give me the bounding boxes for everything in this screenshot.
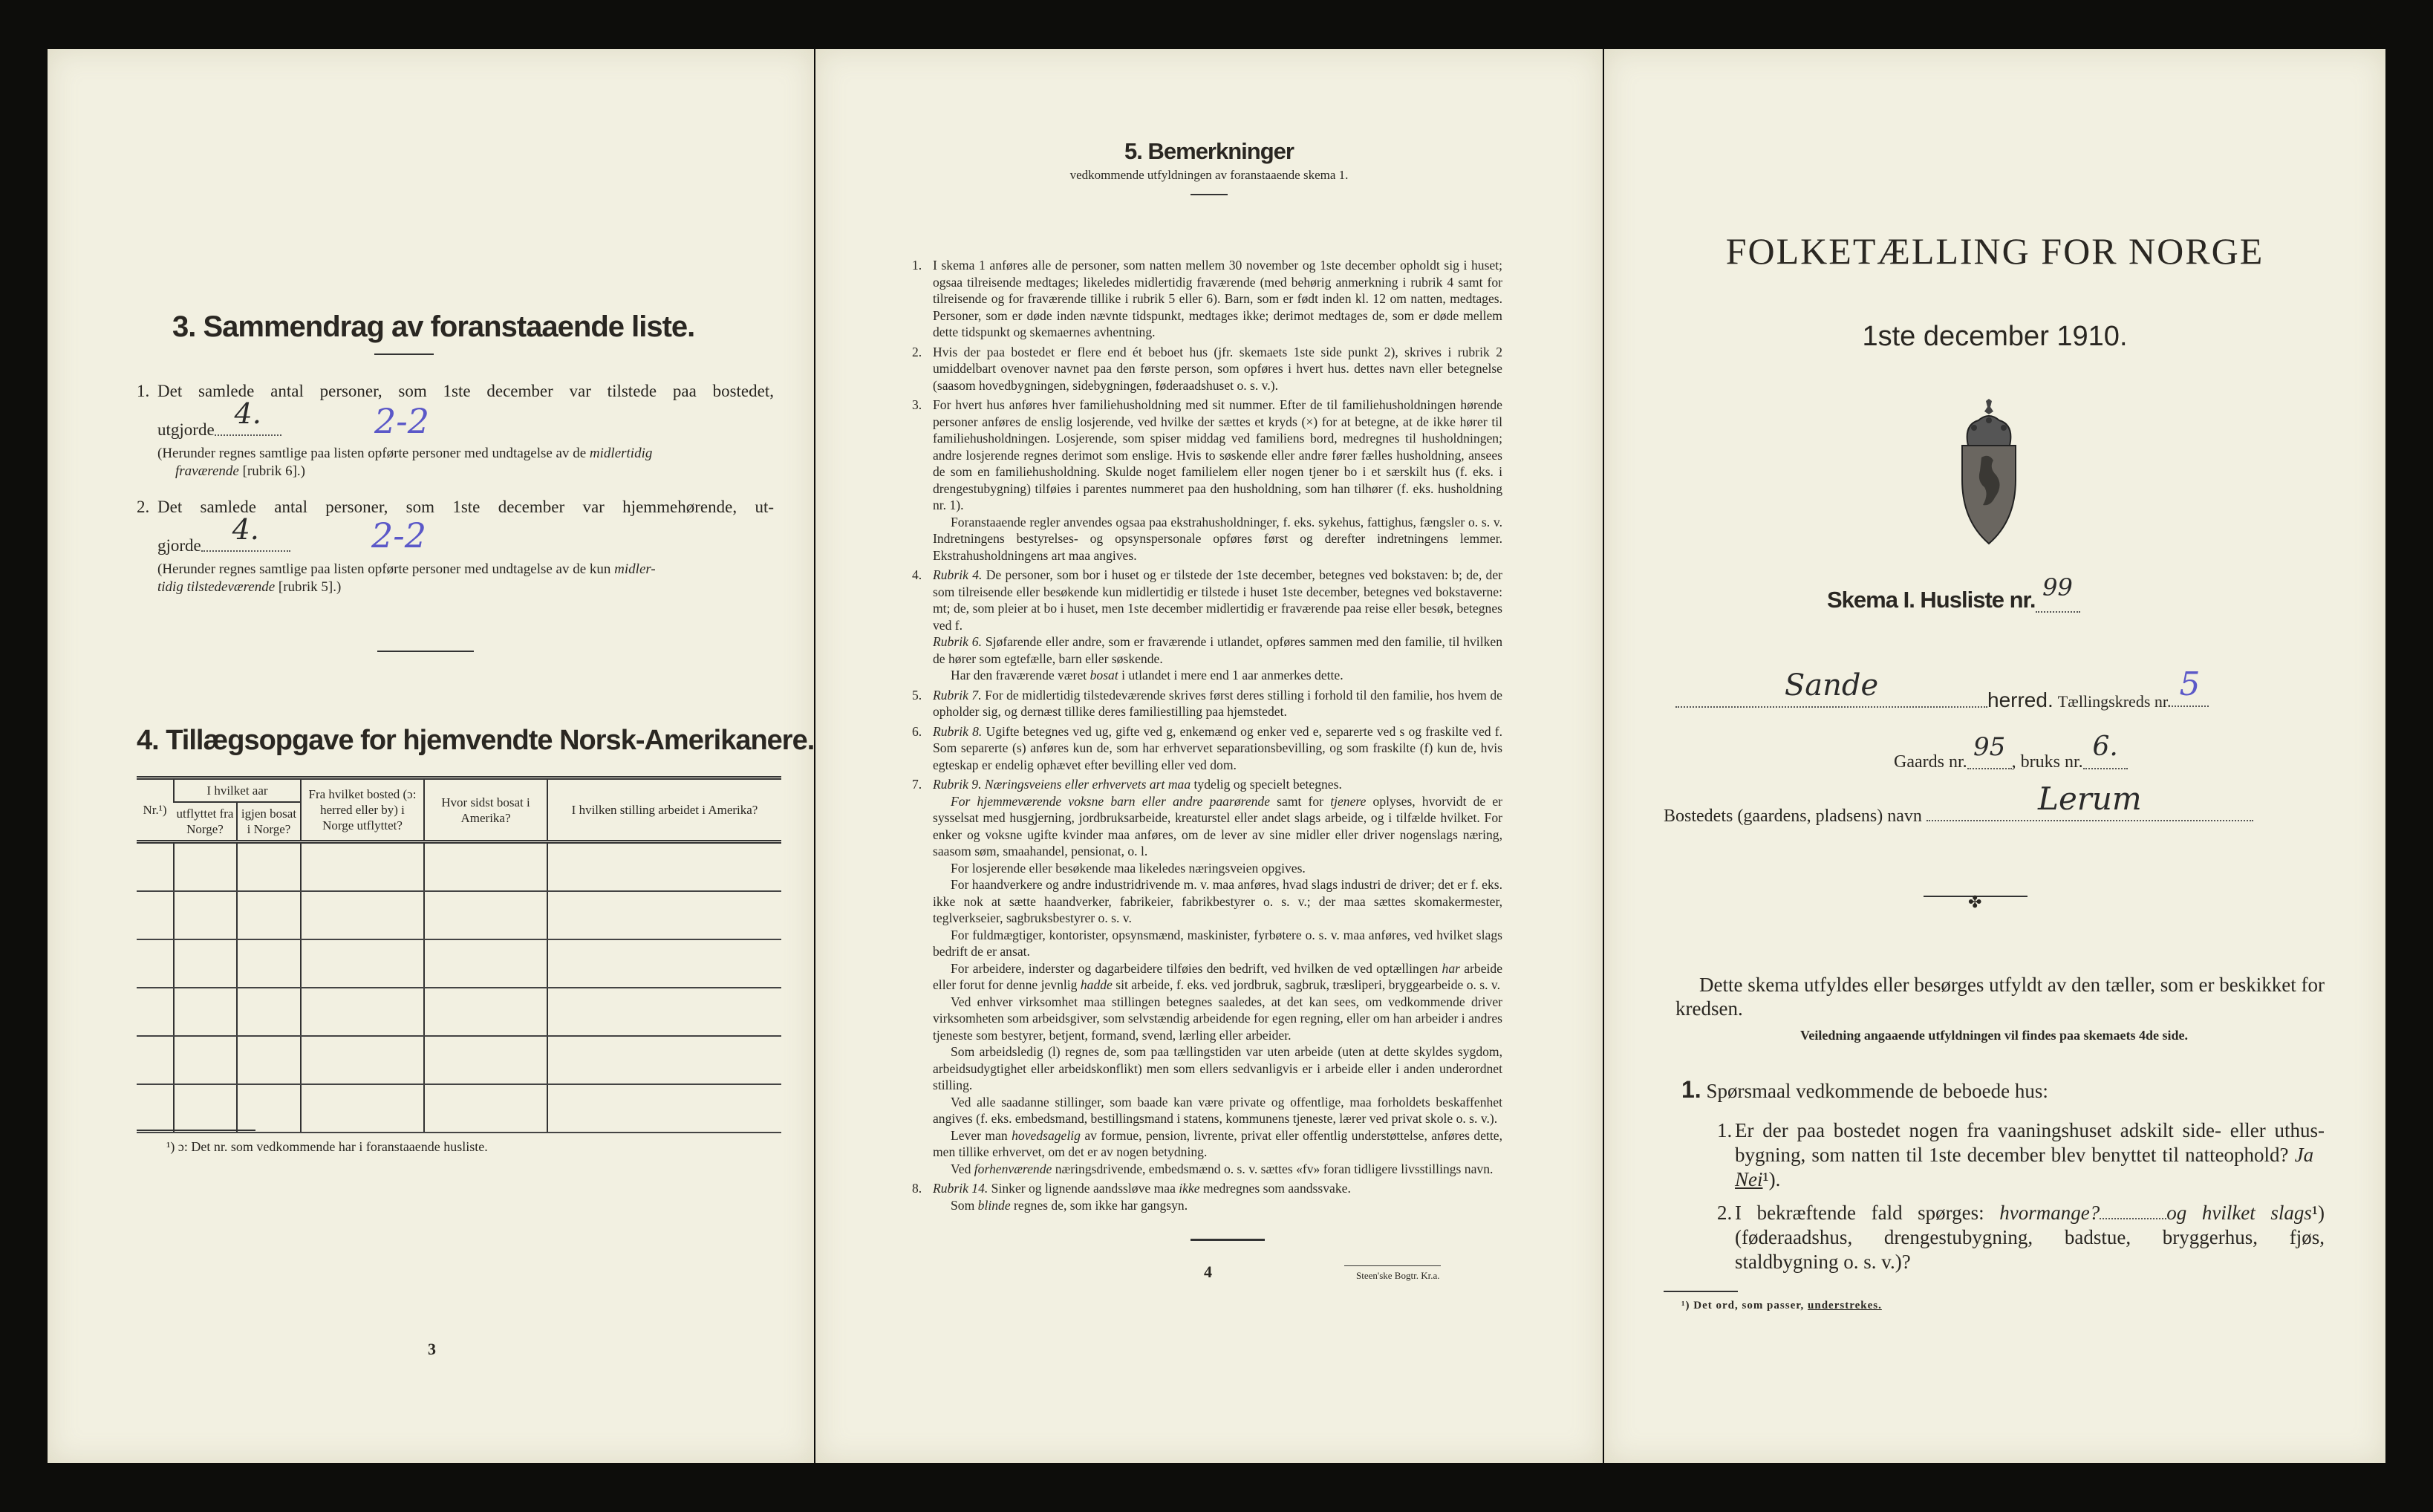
remark-text: For haandverkere og andre industridrivende m. v. maa anføres, hvad slags industri de driver; det er f. eks. ikke nok at sætte haandverker, fabrikeier, fabrikbestyrer o. s. v.; der maa sættes skomakermester, teglverkseier, sagbruksbestyrer o. s. v. (933, 877, 1502, 925)
norsk-amerikanere-table (137, 776, 781, 1133)
remark-text: Sjøfarende eller andre, som er fraværende i utlandet, opføres sammen med den familie, til hvilken de hører som egtefælle, barn eller søskende. (933, 634, 1502, 666)
page-number: 4 (1204, 1262, 1212, 1281)
intro-text: Dette skema utfyldes eller besørges utfyldt av den tæller, som er beskikket for kredsen. (1675, 974, 2325, 1020)
remark-italic-text: bosat (1090, 668, 1118, 682)
bosted-line (1664, 781, 2253, 827)
remark-paragraph (933, 1161, 1502, 1178)
col-returned: igjen bosat i Norge? (237, 802, 301, 842)
footnote-underlined: understrekes. (1808, 1300, 1882, 1311)
remark-item (912, 257, 1502, 341)
table-cell[interactable] (424, 842, 547, 892)
bruks-fill[interactable] (2083, 731, 2128, 769)
remark-text: tydelig og specielt betegnes. (1191, 777, 1342, 792)
table-cell[interactable] (301, 988, 424, 1036)
remark-paragraph (933, 344, 1502, 394)
herred-label: herred. (1987, 688, 2053, 711)
gaards-label: Gaards nr. (1894, 752, 1967, 772)
col-group-year: I hvilket aar (174, 778, 301, 803)
remark-italic-text: ikke (1179, 1181, 1200, 1196)
skema-label (1827, 573, 2080, 613)
remark-item (912, 1180, 1502, 1213)
remark-italic-text: tjenere (1330, 793, 1367, 809)
item1-note (157, 446, 652, 462)
remark-text: Har den fraværende været (951, 668, 1090, 682)
question-section (1664, 1076, 2325, 1104)
table-cell[interactable] (237, 939, 301, 988)
item1-label (157, 397, 281, 440)
table-cell[interactable] (547, 1036, 781, 1084)
q2-text-cont: ¹) (føderaadshus, drengestubygning, badstue, bryggerhus, fjøs, staldbygning o. s. v.)? (1735, 1202, 2325, 1273)
note-text: (Herunder regnes samtlige paa listen opførte personer med undtagelse av de kun (157, 561, 615, 577)
item2-handwritten-value: 4. (232, 513, 259, 546)
remark-paragraph (933, 687, 1502, 720)
coat-of-arms-icon (1952, 398, 2026, 547)
table-cell[interactable] (137, 891, 174, 939)
husliste-fill[interactable] (2036, 573, 2080, 613)
note-italic: midlertidig (589, 446, 653, 461)
remark-text: Ved enhver virksomhet maa stillingen betegnes saaledes, at det kan sees, om vedkommende driver virksomheten som arbeidsgiver, som selvstændig arbeidende for egen regning, eller om han arbeider i andres tjeneste som bestyrer, betjent, formand, svend, lærling eller arbeider. (933, 994, 1502, 1043)
item2-handwritten-note: 2-2 (371, 515, 427, 555)
table-row (137, 842, 781, 892)
label: utgjorde (157, 420, 215, 439)
table-cell[interactable] (174, 891, 237, 939)
table-cell[interactable] (174, 988, 237, 1036)
col-last-residence: Hvor sidst bosat i Amerika? (424, 778, 547, 842)
remark-text: samt for (1270, 793, 1331, 809)
remarks-list (912, 257, 1502, 1213)
herred-line (1675, 665, 2209, 712)
q1-number: 1. (1717, 1119, 1733, 1141)
herred-value: Sande (1784, 668, 1879, 703)
table-cell[interactable] (424, 891, 547, 939)
table-cell[interactable] (547, 988, 781, 1036)
table-cell[interactable] (547, 891, 781, 939)
remark-italic-text: hovedsagelig (1012, 1127, 1081, 1143)
section-4-title: 4. Tillægsopgave for hjemvendte Norsk-Amerikanere. (137, 725, 815, 756)
table-cell[interactable] (237, 1036, 301, 1084)
remark-text: medregnes som aandssvake. (1199, 1181, 1351, 1196)
note-text: [rubrik 5].) (275, 579, 342, 595)
table-cell[interactable] (174, 842, 237, 892)
remark-italic-text: Rubrik 7. (933, 687, 982, 703)
remark-italic-text: Rubrik 9. (933, 777, 982, 792)
table-row (137, 1084, 781, 1133)
remark-paragraph (933, 1043, 1502, 1094)
remark-text: Sinker og lignende aandssløve maa (988, 1181, 1179, 1196)
footnote-text: ¹) Det ord, som passer, (1681, 1300, 1808, 1311)
table-cell[interactable] (174, 1036, 237, 1084)
q1-option-ja[interactable]: Ja (2294, 1144, 2314, 1166)
item2-note (157, 561, 656, 578)
remark-number: 7. (912, 777, 922, 792)
remark-text: sit arbeide, f. eks. ved jordbruk, sagbruk, træsliperi, bryggearbeide o. s. v. (1112, 977, 1500, 992)
table-cell[interactable] (237, 988, 301, 1036)
remark-text: For arbeidere, inderster og dagarbeidere tilføies den bedrift, ved hvilken de ved optællingen (951, 960, 1442, 976)
bruks-label: , bruks nr. (2011, 752, 2083, 772)
guidance-text: Veiledning angaaende utfyldningen vil findes paa skemaets 4de side. (1800, 1028, 2188, 1043)
cover-questions (1664, 973, 2325, 1312)
q1-footnote-ref: ¹). (1762, 1168, 1781, 1190)
item1-handwritten-note: 2-2 (374, 401, 430, 441)
printer-credit: Steen'ske Bogtr. Kr.a. (1356, 1270, 1440, 1281)
table-row (137, 988, 781, 1036)
remark-number: 1. (912, 258, 922, 273)
remark-paragraph (933, 1127, 1502, 1161)
remark-paragraph (933, 1180, 1502, 1197)
remark-paragraph (933, 633, 1502, 667)
remark-italic-text: forhenværende (974, 1161, 1052, 1176)
table-cell[interactable] (137, 1084, 174, 1133)
remarks-title: 5. Bemerkninger (1124, 138, 1294, 164)
note-italic: midler- (614, 561, 656, 577)
page-1-cover (1604, 49, 2385, 1463)
bosted-value: Lerum (2038, 781, 2142, 817)
footnote-rule (137, 1130, 255, 1131)
remark-italic-text: For hjemmeværende voksne barn eller andre paarørende (951, 793, 1271, 809)
table-cell[interactable] (174, 1084, 237, 1133)
remark-text: Som arbeidsledig (l) regnes de, som paa tællingstiden var uten arbeide (uten at dette skyldes sygdom, arbeidsudygtighet eller arbeidskonflikt) men som ellers sedvanligvis er i arbeide eller i anden underordnet stilling. (933, 1044, 1502, 1092)
bruks-value: 6. (2092, 731, 2118, 762)
table-cell[interactable] (237, 1084, 301, 1133)
remark-italic-text: hadde (1080, 977, 1113, 992)
note-text: (Herunder regnes samtlige paa listen opførte personer med undtagelse av de (157, 446, 590, 461)
table-cell[interactable] (137, 939, 174, 988)
divider (1344, 1265, 1441, 1266)
remark-text: oplyses, hvorvidt de er sysselsat med husgjerning, jordbruksarbeide, kreaturstel eller andet slags arbeide, og i tilfælde hvilket. For enker og voksne ugifte kvinder maa anføres, om de lever av sine midler eller driver nogenslags næring, saasom søm, smaahandel, pensionat, o. l. (933, 793, 1502, 858)
table-cell[interactable] (137, 1036, 174, 1084)
remark-item (912, 776, 1502, 1177)
footnote-rule (1664, 1291, 1738, 1292)
table-row (137, 939, 781, 988)
gaards-line (1894, 731, 2128, 772)
q2-hvormange: hvormange? (1999, 1202, 2100, 1224)
table-cell[interactable] (547, 939, 781, 988)
table-cell[interactable] (301, 1084, 424, 1133)
table-row (137, 891, 781, 939)
table-cell[interactable] (237, 891, 301, 939)
note-text: [rubrik 6].) (238, 463, 306, 479)
remark-italic-text: Rubrik 8. (933, 723, 983, 739)
table-cell[interactable] (174, 939, 237, 988)
page-number: 3 (428, 1340, 436, 1358)
remark-paragraph (933, 723, 1502, 774)
item1-number: 1. (137, 382, 150, 400)
remark-text: For losjerende eller besøkende maa likeledes næringsveien opgives. (951, 860, 1306, 876)
remark-paragraph (933, 1197, 1502, 1214)
table-cell[interactable] (547, 842, 781, 892)
question-1 (1664, 1118, 2325, 1192)
remark-paragraph (933, 860, 1502, 877)
remark-text: næringsdrivende, embedsmænd o. s. v. sættes «fv» foran tidligere livsstillings navn. (1052, 1161, 1494, 1176)
remark-item (912, 687, 1502, 720)
table-cell[interactable] (237, 842, 301, 892)
remark-text: Som (951, 1197, 978, 1213)
remark-item (912, 397, 1502, 564)
q2-text: I bekræftende fald spørges: (1735, 1202, 2000, 1224)
divider (1191, 1239, 1265, 1241)
remark-paragraph (933, 927, 1502, 960)
item1-note-cont (175, 463, 305, 480)
census-title: FOLKETÆLLING FOR NORGE (1725, 230, 2264, 272)
section-title: Spørsmaal vedkommende de beboede hus: (1706, 1080, 2048, 1102)
table-cell[interactable] (547, 1084, 781, 1133)
table-cell[interactable] (301, 891, 424, 939)
q2-number: 2. (1717, 1202, 1733, 1224)
label: gjorde (157, 536, 201, 555)
table-cell[interactable] (424, 939, 547, 988)
table-cell[interactable] (301, 1036, 424, 1084)
remarks-subtitle: vedkommende utfyldningen av foranstaaende skema 1. (1069, 168, 1349, 182)
remark-text: Ved (951, 1161, 974, 1176)
remark-number: 8. (912, 1181, 922, 1196)
remark-number: 6. (912, 723, 922, 739)
remark-italic-text: Rubrik 6. (933, 634, 982, 649)
husliste-number: 99 (2042, 573, 2073, 602)
remark-number: 2. (912, 344, 922, 359)
remark-italic-text: Rubrik 4. (933, 567, 983, 582)
remark-paragraph (933, 257, 1502, 341)
item2-label (157, 513, 290, 555)
table-cell[interactable] (137, 842, 174, 892)
remark-italic-text: har (1442, 960, 1460, 976)
item2-number: 2. (137, 498, 150, 516)
kreds-fill[interactable] (2172, 665, 2209, 707)
census-date: 1ste december 1910. (1862, 321, 2128, 352)
item2-fill[interactable] (201, 513, 290, 552)
note-italic: fraværende (175, 463, 239, 479)
q1-option-nei[interactable]: Nei (1735, 1168, 1763, 1190)
col-emigrated: utflyttet fra Norge? (174, 802, 237, 842)
remark-paragraph (933, 514, 1502, 564)
kreds-label: Tællingskreds nr. (2057, 692, 2172, 711)
remark-paragraph (933, 1094, 1502, 1127)
footnote: ¹) ɔ: Det nr. som vedkommende har i foranstaaende husliste. (166, 1139, 488, 1154)
remark-text: For de midlertidig tilstedeværende skrives først deres stilling i forhold til den familie, hos hvem de opholder sig, og dernæst tillike deres familiestilling paa hjemstedet. (933, 687, 1502, 719)
fleuron-icon: ✤ (1968, 893, 1982, 911)
remark-text: regnes de, som ikke har gangsyn. (1010, 1197, 1188, 1213)
remark-text: Lever man (951, 1127, 1012, 1143)
remark-paragraph (933, 667, 1502, 684)
col-occupation: I hvilken stilling arbeidet i Amerika? (547, 778, 781, 842)
remark-text: arbeide eller forut for denne jevnlig (933, 960, 1502, 992)
remark-text: i utlandet i mere end 1 aar anmerkes dette. (1118, 668, 1343, 682)
table-cell[interactable] (137, 988, 174, 1036)
remark-text: De personer, som bor i huset og er tilstede der 1ste december, betegnes ved bokstaven: b; de, der som tilreisende eller besøkende kun midlertidig er tilstede i huset 1ste december, betegnes ved bokstaverne: mt; de, som pleier at bo i huset, men 1ste december midlertidig er fraværende paa reise eller besøk, betegnes ved f. (933, 567, 1502, 633)
footnote (1664, 1300, 2325, 1312)
divider (1191, 194, 1228, 195)
table-cell[interactable] (301, 939, 424, 988)
remark-italic-text: Rubrik 14. (933, 1181, 988, 1196)
remark-text: av formue, pension, livrente, privat eller offentlig understøttelse, anføres dette, men tillike erhvervet, om det er av nogen betydning. (933, 1127, 1502, 1159)
col-from-place: Fra hvilket bosted (ɔ: herred eller by) i Norge utflyttet? (301, 778, 424, 842)
bosted-fill[interactable] (1926, 781, 2253, 821)
item2-text: Det samlede antal personer, som 1ste december var hjemmehørende, ut- (157, 498, 774, 516)
kreds-value: 5 (2179, 665, 2201, 703)
herred-fill[interactable] (1675, 668, 1987, 708)
remark-item (912, 567, 1502, 684)
remark-text: Hvis der paa bostedet er flere end ét beboet hus (jfr. skemaets 1ste side punkt 2), skrives i rubrik 2 umiddelbart ovenover navnet paa den første person, som opføres i hvert hus. dettes navn eller betegnelse (saasom hovedbygningen, sidebygningen, føderaadshuset o. s. v.). (933, 344, 1502, 393)
remark-text: For hvert hus anføres hver familiehusholdning med sit nummer. Efter de til familiehusholdningen hørende personer anføres de enslig losjerende, ved hvilke der sættes et kryds (×) for at betegne, at de ikke hører til familiehusholdningen. Losjerende, som spiser middag ved familiens bord, medregnes til husholdningen; andre losjerende regnes derimot som enslige. Hvis to søskende eller andre fører fælles husholdning, ansees de som en familiehusholdning. Skulde noget familielem eller nogen tjener bo i et særskilt hus (f. eks. i drengestubygning) tilføies i parentes nummeret paa den husholdning, som han tilhører (f. eks. husholdning nr. 1). (933, 397, 1502, 512)
remark-number: 3. (912, 397, 922, 412)
item1-fill[interactable] (215, 397, 281, 436)
item2-note-cont (157, 579, 341, 596)
page-3-summary (48, 49, 814, 1463)
section-3-title: 3. Sammendrag av foranstaaende liste. (172, 310, 695, 343)
gaards-value: 95 (1973, 732, 2006, 762)
section-number: 1. (1681, 1076, 1701, 1103)
item1-handwritten-value: 4. (234, 397, 261, 430)
table-cell[interactable] (424, 1084, 547, 1133)
remark-paragraph (933, 567, 1502, 633)
remark-item (912, 344, 1502, 394)
table-cell[interactable] (301, 842, 424, 892)
remark-text: I skema 1 anføres alle de personer, som natten mellem 30 november og 1ste december opholdt sig i huset; ogsaa tilreisende medtages; likeledes midlertidig fraværende (med behørig anmerkning i rubrik 4 samt for tilreisende og for fraværende tillike i rubrik 5 eller 6). Barn, som er født inden kl. 12 om natten, medtages. Personer, som er døde inden nævnte tidspunkt, medtages ikke; derimot medtages de, som er døde mellem dette tidspunkt og skemaernes avhentning. (933, 258, 1502, 339)
table-row (137, 1036, 781, 1084)
page-4-remarks (815, 49, 1603, 1463)
remark-text: Ved alle saadanne stillinger, som baade kan være private og offentlige, maa forholdets beskaffenhet angives (f. eks. embedsmand, bestillingsmand i statens, kommunens tjeneste, lærer ved privat skole o. s. v.). (933, 1094, 1502, 1126)
table-cell[interactable] (424, 988, 547, 1036)
remark-paragraph (933, 397, 1502, 514)
bosted-label: Bostedets (gaardens, pladsens) navn (1664, 806, 1922, 826)
divider (377, 651, 474, 652)
remarks-footer (912, 1239, 1502, 1291)
question-2 (1664, 1201, 2325, 1274)
remark-item (912, 723, 1502, 774)
note-italic: tidig tilstedeværende (157, 579, 276, 595)
item1-text: Det samlede antal personer, som 1ste december var tilstede paa bostedet, (157, 382, 774, 400)
remark-italic-text: blinde (977, 1197, 1011, 1213)
remark-number: 5. (912, 687, 922, 703)
remark-number: 4. (912, 567, 922, 582)
skema-text: Skema I. Husliste nr. (1827, 587, 2036, 613)
col-nr: Nr.¹) (137, 778, 174, 842)
q1-text: Er der paa bostedet nogen fra vaaningshuset adskilt side- eller uthus-bygning, som natten til 1ste december blev benyttet til natteophold? (1735, 1119, 2325, 1166)
remark-text: Foranstaaende regler anvendes ogsaa paa ekstrahusholdninger, f. eks. sykehus, fattighus, fængsler o. s. v. Indretningens bestyrelses- og opsynspersonale opføres først og derefter indretningens lemmer. Ekstrahusholdningens art maa angives. (933, 514, 1502, 563)
divider (374, 353, 434, 355)
table-cell[interactable] (424, 1036, 547, 1084)
remark-paragraph (933, 960, 1502, 994)
remark-italic-text: Næringsveiens eller erhvervets art maa (984, 777, 1191, 792)
remark-paragraph (933, 994, 1502, 1044)
remark-text: For fuldmægtiger, kontorister, opsynsmænd, maskinister, fyrbøtere o. s. v. maa anføres, ved hvilket slags bedrift de er ansat. (933, 927, 1502, 959)
remark-paragraph (933, 776, 1502, 793)
remarks-flow (912, 257, 1502, 1291)
remark-paragraph (933, 876, 1502, 927)
q2-slags: og hvilket slags (2166, 1202, 2312, 1224)
gaards-fill[interactable] (1967, 732, 2012, 769)
remark-paragraph (933, 793, 1502, 860)
remark-text: Ugifte betegnes ved ug, gifte ved g, enkemænd og enker ved e, separerte ved s og fraskilte ved f. Som separerte (s) anføres kun de, som har erhvervet separationsbevilling, og som fraskilte (f) kun de, hvis egteskap er endelig ophævet efter bevilling eller ved dom. (933, 723, 1503, 772)
